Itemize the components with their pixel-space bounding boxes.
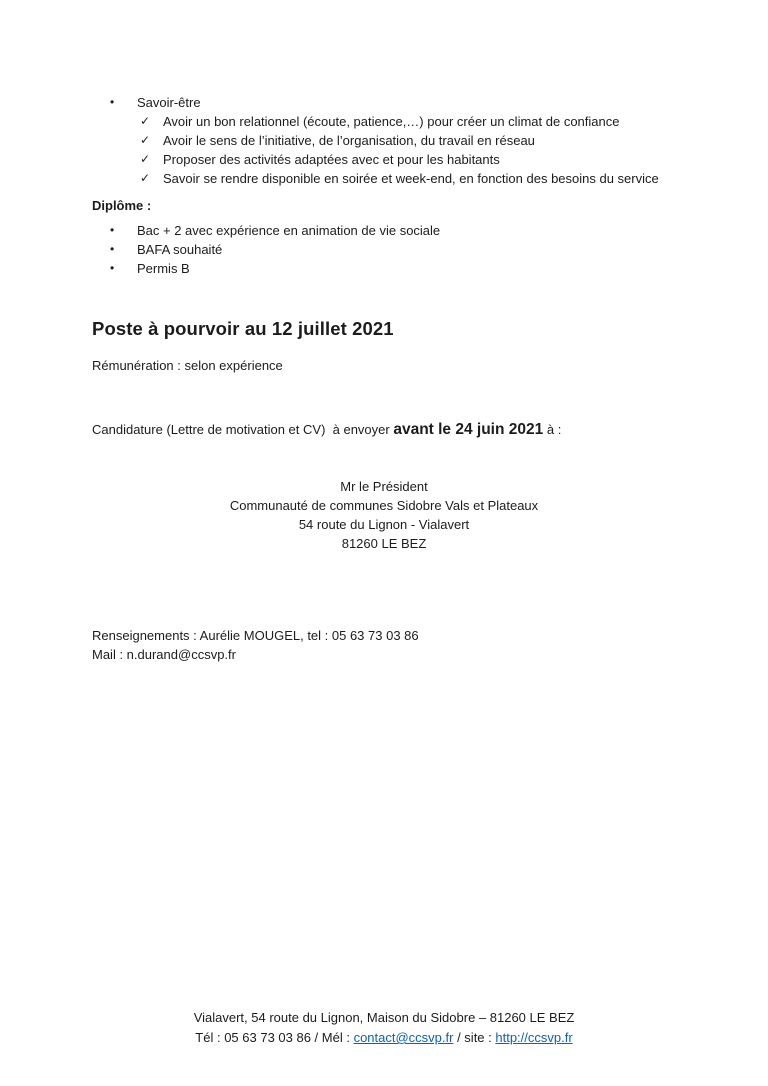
candidature-wrap — [0, 419, 768, 440]
savoir-etre-item: Avoir un bon relationnel (écoute, patience,…) pour créer un climat de confiance — [163, 114, 620, 129]
savoir-etre-item: Avoir le sens de l’initiative, de l’organisation, du travail en réseau — [163, 133, 535, 148]
savoir-etre-section — [0, 93, 768, 188]
bullet-icon: • — [110, 95, 115, 109]
address-line: Communauté de communes Sidobre Vals et Plateaux — [229, 498, 539, 513]
list-item — [0, 221, 768, 240]
list-item — [0, 240, 768, 259]
diplome-item: Bac + 2 avec expérience en animation de vie sociale — [137, 223, 441, 238]
candidature-deadline: avant le 24 juin 2021 — [393, 421, 544, 438]
footer-site-text: / site : — [453, 1030, 496, 1045]
footer-contact-line — [0, 1028, 768, 1048]
footer-email-link[interactable]: contact@ccsvp.fr — [353, 1030, 454, 1045]
list-item — [0, 259, 768, 278]
checkmark-icon: ✓ — [140, 152, 151, 166]
diplome-item: BAFA souhaité — [137, 242, 223, 257]
bullet-icon: • — [110, 223, 115, 237]
address-line: 81260 LE BEZ — [341, 536, 427, 551]
candidature-line — [92, 419, 768, 440]
list-item — [0, 150, 768, 169]
footer-address-line: Vialavert, 54 route du Lignon, Maison du Sidobre – 81260 LE BEZ — [193, 1010, 575, 1025]
bullet-icon: • — [110, 242, 115, 256]
remuneration-wrap — [0, 356, 768, 375]
address-block — [0, 477, 768, 553]
candidature-suffix: à : — [543, 422, 562, 437]
list-item — [0, 169, 768, 188]
diplome-item: Permis B — [137, 261, 190, 276]
poste-heading-wrap — [0, 317, 768, 341]
savoir-etre-title: Savoir-être — [137, 95, 201, 110]
checkmark-icon: ✓ — [140, 133, 151, 147]
address-line: Mr le Président — [340, 479, 428, 494]
diplome-label: Diplôme : — [92, 198, 152, 213]
page-footer — [0, 1008, 768, 1048]
diplome-section-heading — [0, 196, 768, 215]
footer-tel-text: Tél : 05 63 73 03 86 / Mél : — [195, 1030, 354, 1045]
page-title: Poste à pourvoir au 12 juillet 2021 — [92, 318, 394, 339]
contact-mail-line: Mail : n.durand@ccsvp.fr — [92, 647, 236, 662]
diplome-list — [0, 221, 768, 278]
list-item — [0, 112, 768, 131]
address-line: 54 route du Lignon - Vialavert — [298, 517, 470, 532]
bullet-icon: • — [110, 261, 115, 275]
savoir-etre-item: Savoir se rendre disponible en soirée et week-end, en fonction des besoins du service — [163, 171, 659, 186]
contact-phone-line: Renseignements : Aurélie MOUGEL, tel : 05 63 73 03 86 — [92, 628, 419, 643]
list-item — [0, 93, 768, 112]
footer-site-link[interactable]: http://ccsvp.fr — [495, 1030, 573, 1045]
savoir-etre-item: Proposer des activités adaptées avec et pour les habitants — [163, 152, 500, 167]
contact-block — [0, 626, 768, 664]
checkmark-icon: ✓ — [140, 171, 151, 185]
candidature-prefix: Candidature (Lettre de motivation et CV) à envoyer — [92, 422, 394, 437]
checkmark-icon: ✓ — [140, 114, 151, 128]
list-item — [0, 131, 768, 150]
remuneration-text: Rémunération : selon expérience — [92, 358, 283, 373]
